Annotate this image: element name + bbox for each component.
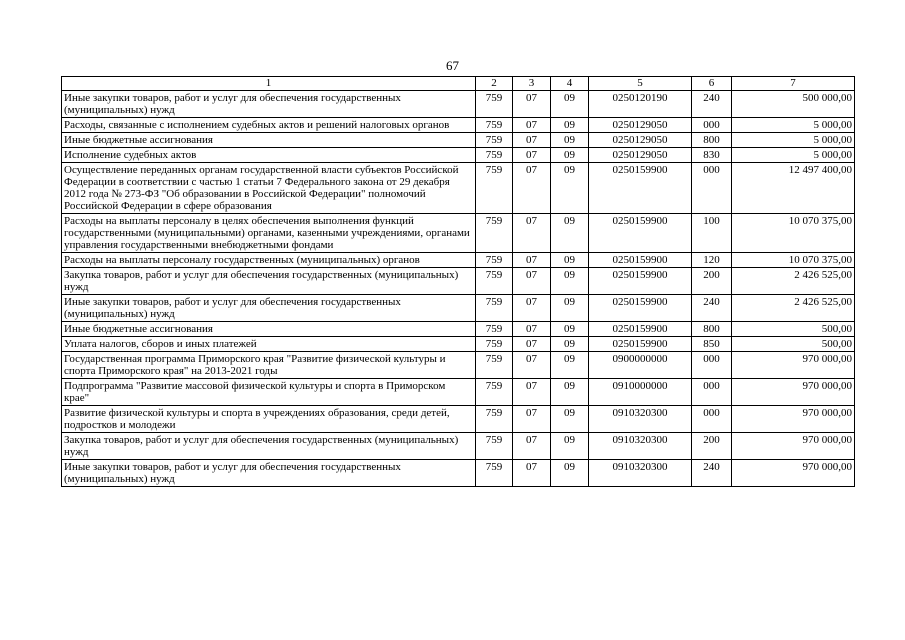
row-col5-cell: 0910000000 xyxy=(589,379,692,406)
row-name-cell: Исполнение судебных актов xyxy=(62,148,476,163)
header-row xyxy=(62,77,855,91)
header-cell: 4 xyxy=(551,77,589,91)
row-amount-cell: 12 497 400,00 xyxy=(732,163,855,214)
table-row xyxy=(62,406,855,433)
row-name-cell: Закупка товаров, работ и услуг для обеспечения государственных (муниципальных) нужд xyxy=(62,268,476,295)
row-col6-cell: 240 xyxy=(692,91,732,118)
row-col6-cell: 120 xyxy=(692,253,732,268)
table-row xyxy=(62,337,855,352)
row-name-cell: Расходы, связанные с исполнением судебных актов и решений налоговых органов xyxy=(62,118,476,133)
row-col2-cell: 759 xyxy=(476,295,513,322)
row-col5-cell: 0250159900 xyxy=(589,337,692,352)
row-name-cell: Закупка товаров, работ и услуг для обеспечения государственных (муниципальных) нужд xyxy=(62,433,476,460)
row-name-cell: Расходы на выплаты персоналу в целях обеспечения выполнения функций государственными (муниципальными) органами, казенными учреждениями, органами управления государственными внебюджетными фондами xyxy=(62,214,476,253)
row-col4-cell: 09 xyxy=(551,91,589,118)
row-col4-cell: 09 xyxy=(551,379,589,406)
row-col2-cell: 759 xyxy=(476,337,513,352)
row-col2-cell: 759 xyxy=(476,406,513,433)
header-cell: 7 xyxy=(732,77,855,91)
row-col6-cell: 830 xyxy=(692,148,732,163)
table-row xyxy=(62,91,855,118)
row-col4-cell: 09 xyxy=(551,352,589,379)
row-amount-cell: 970 000,00 xyxy=(732,406,855,433)
header-cell: 6 xyxy=(692,77,732,91)
row-amount-cell: 5 000,00 xyxy=(732,118,855,133)
row-col2-cell: 759 xyxy=(476,133,513,148)
row-col4-cell: 09 xyxy=(551,253,589,268)
row-amount-cell: 500,00 xyxy=(732,337,855,352)
row-col6-cell: 000 xyxy=(692,406,732,433)
row-col3-cell: 07 xyxy=(513,148,551,163)
row-col4-cell: 09 xyxy=(551,118,589,133)
row-col6-cell: 100 xyxy=(692,214,732,253)
table-row xyxy=(62,295,855,322)
row-col4-cell: 09 xyxy=(551,460,589,487)
row-amount-cell: 970 000,00 xyxy=(732,433,855,460)
row-col5-cell: 0250159900 xyxy=(589,295,692,322)
row-name-cell: Иные бюджетные ассигнования xyxy=(62,322,476,337)
header-cell: 3 xyxy=(513,77,551,91)
row-col2-cell: 759 xyxy=(476,379,513,406)
row-col2-cell: 759 xyxy=(476,460,513,487)
row-col5-cell: 0250120190 xyxy=(589,91,692,118)
row-col3-cell: 07 xyxy=(513,322,551,337)
row-col4-cell: 09 xyxy=(551,214,589,253)
row-amount-cell: 5 000,00 xyxy=(732,133,855,148)
row-col6-cell: 800 xyxy=(692,322,732,337)
row-name-cell: Уплата налогов, сборов и иных платежей xyxy=(62,337,476,352)
row-col4-cell: 09 xyxy=(551,148,589,163)
row-name-cell: Расходы на выплаты персоналу государственных (муниципальных) органов xyxy=(62,253,476,268)
row-name-cell: Развитие физической культуры и спорта в учреждениях образования, среди детей, подростков и молодежи xyxy=(62,406,476,433)
row-col5-cell: 0250129050 xyxy=(589,133,692,148)
table-row xyxy=(62,163,855,214)
table-row xyxy=(62,379,855,406)
row-col6-cell: 000 xyxy=(692,118,732,133)
table-row xyxy=(62,322,855,337)
row-col6-cell: 200 xyxy=(692,268,732,295)
row-col5-cell: 0910320300 xyxy=(589,460,692,487)
row-col4-cell: 09 xyxy=(551,322,589,337)
table-row xyxy=(62,133,855,148)
row-col4-cell: 09 xyxy=(551,433,589,460)
row-col2-cell: 759 xyxy=(476,148,513,163)
row-amount-cell: 10 070 375,00 xyxy=(732,214,855,253)
row-col3-cell: 07 xyxy=(513,460,551,487)
row-col3-cell: 07 xyxy=(513,337,551,352)
row-col2-cell: 759 xyxy=(476,163,513,214)
row-col5-cell: 0250129050 xyxy=(589,118,692,133)
row-col5-cell: 0250159900 xyxy=(589,322,692,337)
row-col4-cell: 09 xyxy=(551,133,589,148)
row-col2-cell: 759 xyxy=(476,253,513,268)
row-amount-cell: 970 000,00 xyxy=(732,460,855,487)
row-col2-cell: 759 xyxy=(476,91,513,118)
row-col3-cell: 07 xyxy=(513,295,551,322)
row-amount-cell: 2 426 525,00 xyxy=(732,268,855,295)
table-row xyxy=(62,268,855,295)
row-col3-cell: 07 xyxy=(513,214,551,253)
row-col2-cell: 759 xyxy=(476,118,513,133)
header-cell: 2 xyxy=(476,77,513,91)
row-col6-cell: 000 xyxy=(692,379,732,406)
table-row xyxy=(62,148,855,163)
row-col3-cell: 07 xyxy=(513,406,551,433)
row-col6-cell: 000 xyxy=(692,163,732,214)
table-row xyxy=(62,433,855,460)
row-col4-cell: 09 xyxy=(551,163,589,214)
row-name-cell: Осуществление переданных органам государственной власти субъектов Российской Федерации в соответствии с частью 1 статьи 7 Федерального закона от 29 декабря 2012 года № 273-ФЗ "Об образовании в Российской Федерации" полномочий Российской Федерации в сфере образования xyxy=(62,163,476,214)
row-col5-cell: 0910320300 xyxy=(589,433,692,460)
header-cell: 1 xyxy=(62,77,476,91)
row-name-cell: Иные закупки товаров, работ и услуг для обеспечения государственных (муниципальных) нужд xyxy=(62,295,476,322)
row-col3-cell: 07 xyxy=(513,91,551,118)
row-col3-cell: 07 xyxy=(513,163,551,214)
row-amount-cell: 970 000,00 xyxy=(732,379,855,406)
table-row xyxy=(62,118,855,133)
row-amount-cell: 500,00 xyxy=(732,322,855,337)
row-col5-cell: 0250159900 xyxy=(589,268,692,295)
row-col4-cell: 09 xyxy=(551,295,589,322)
table-row xyxy=(62,253,855,268)
row-col3-cell: 07 xyxy=(513,352,551,379)
row-col4-cell: 09 xyxy=(551,268,589,295)
page-number: 67 xyxy=(446,58,459,73)
row-col2-cell: 759 xyxy=(476,268,513,295)
row-col2-cell: 759 xyxy=(476,322,513,337)
row-amount-cell: 10 070 375,00 xyxy=(732,253,855,268)
row-col3-cell: 07 xyxy=(513,379,551,406)
row-col5-cell: 0250159900 xyxy=(589,253,692,268)
table-row xyxy=(62,460,855,487)
row-col6-cell: 850 xyxy=(692,337,732,352)
row-col3-cell: 07 xyxy=(513,268,551,295)
row-col2-cell: 759 xyxy=(476,214,513,253)
row-col2-cell: 759 xyxy=(476,433,513,460)
table-row xyxy=(62,214,855,253)
row-col2-cell: 759 xyxy=(476,352,513,379)
header-cell: 5 xyxy=(589,77,692,91)
row-name-cell: Иные закупки товаров, работ и услуг для обеспечения государственных (муниципальных) нужд xyxy=(62,460,476,487)
row-col6-cell: 240 xyxy=(692,460,732,487)
row-amount-cell: 2 426 525,00 xyxy=(732,295,855,322)
row-name-cell: Иные закупки товаров, работ и услуг для обеспечения государственных (муниципальных) нужд xyxy=(62,91,476,118)
row-name-cell: Иные бюджетные ассигнования xyxy=(62,133,476,148)
row-col6-cell: 200 xyxy=(692,433,732,460)
row-amount-cell: 970 000,00 xyxy=(732,352,855,379)
row-col3-cell: 07 xyxy=(513,133,551,148)
row-amount-cell: 500 000,00 xyxy=(732,91,855,118)
row-col6-cell: 000 xyxy=(692,352,732,379)
row-col6-cell: 240 xyxy=(692,295,732,322)
row-col5-cell: 0250129050 xyxy=(589,148,692,163)
row-col5-cell: 0910320300 xyxy=(589,406,692,433)
row-col6-cell: 800 xyxy=(692,133,732,148)
row-col5-cell: 0900000000 xyxy=(589,352,692,379)
row-col4-cell: 09 xyxy=(551,406,589,433)
table-row xyxy=(62,352,855,379)
row-col3-cell: 07 xyxy=(513,253,551,268)
budget-table xyxy=(61,76,855,487)
row-col4-cell: 09 xyxy=(551,337,589,352)
row-col3-cell: 07 xyxy=(513,433,551,460)
row-col3-cell: 07 xyxy=(513,118,551,133)
row-name-cell: Государственная программа Приморского края "Развитие физической культуры и спорта Приморского края" на 2013-2021 годы xyxy=(62,352,476,379)
row-col5-cell: 0250159900 xyxy=(589,214,692,253)
row-amount-cell: 5 000,00 xyxy=(732,148,855,163)
row-name-cell: Подпрограмма "Развитие массовой физической культуры и спорта в Приморском крае" xyxy=(62,379,476,406)
row-col5-cell: 0250159900 xyxy=(589,163,692,214)
